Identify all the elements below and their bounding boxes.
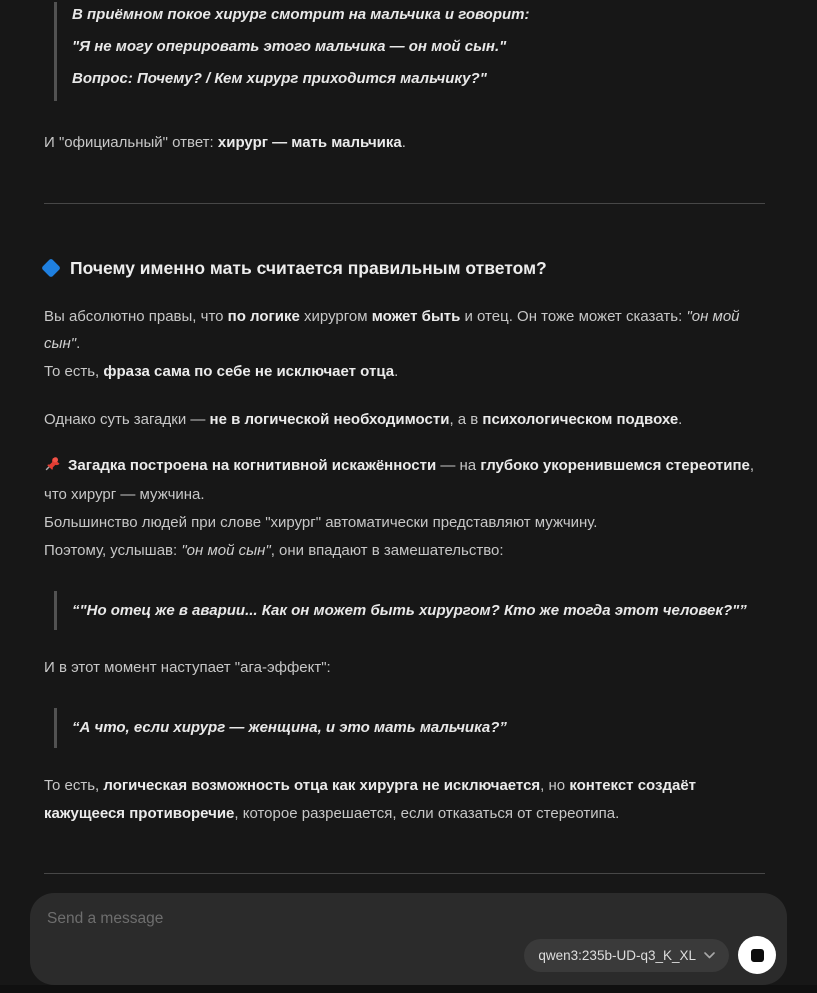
riddle-blockquote xyxy=(54,2,765,101)
riddle-quote-line: В приёмном покое хирург смотрит на мальчика и говорит: xyxy=(72,6,530,23)
riddle-quote-line: Вопрос: Почему? / Кем хирург приходится мальчику?" xyxy=(72,69,487,87)
aha-blockquote xyxy=(54,708,765,748)
stop-button[interactable] xyxy=(738,936,776,974)
aha-paragraph: И в этот момент наступает "ага-эффект": xyxy=(44,659,331,677)
confusion-blockquote xyxy=(54,591,765,631)
stereotype-paragraph-text: Загадка построена на когнитивной искажённости — на глубоко укоренившемся стереотипе, что хирург — мужчина. Большинство людей при слове "хирург" автоматически представляют мужчину. Поэтому, услышав: "он мой сын", они впадают в замешательство: xyxy=(44,456,755,559)
chevron-down-icon xyxy=(704,952,715,959)
stop-icon xyxy=(751,949,764,962)
official-answer-paragraph: И "официальный" ответ: хирург — мать мальчика. xyxy=(44,134,406,152)
window-bottom-edge xyxy=(0,985,817,993)
section-divider xyxy=(44,203,765,204)
section-divider xyxy=(44,873,765,874)
model-name: qwen3:235b-UD-q3_K_XL xyxy=(538,947,696,963)
section-heading xyxy=(44,256,765,281)
pushpin-icon xyxy=(44,454,61,482)
composer-controls xyxy=(524,936,776,974)
conclusion-paragraph: То есть, логическая возможность отца как хирурга не исключается, но контекст создаёт кажущееся противоречие, которое разрешается, если отказаться от стереотипа. xyxy=(44,776,697,822)
confusion-quote-text: “"Но отец же в аварии... Как он может быть хирургом? Кто же тогда этот человек?"” xyxy=(72,601,747,619)
riddle-quote-line: "Я не могу оперировать этого мальчика — он мой сын." xyxy=(72,37,507,55)
aha-quote-text: “А что, если хирург — женщина, и это мать мальчика?” xyxy=(72,719,507,736)
blue-diamond-icon xyxy=(41,258,61,278)
chat-transcript xyxy=(0,2,817,874)
section-heading-text: Почему именно мать считается правильным ответом? xyxy=(70,258,547,278)
stereotype-paragraph xyxy=(44,452,765,565)
essence-paragraph: Однако суть загадки — не в логической необходимости, а в психологическом подвохе. xyxy=(44,410,683,428)
model-selector[interactable] xyxy=(524,939,729,972)
logic-paragraph: Вы абсолютно правы, что по логике хирургом может быть и отец. Он тоже может сказать: "он мой сын". То есть, фраза сама по себе не исключает отца. xyxy=(44,307,740,380)
composer xyxy=(30,893,787,985)
